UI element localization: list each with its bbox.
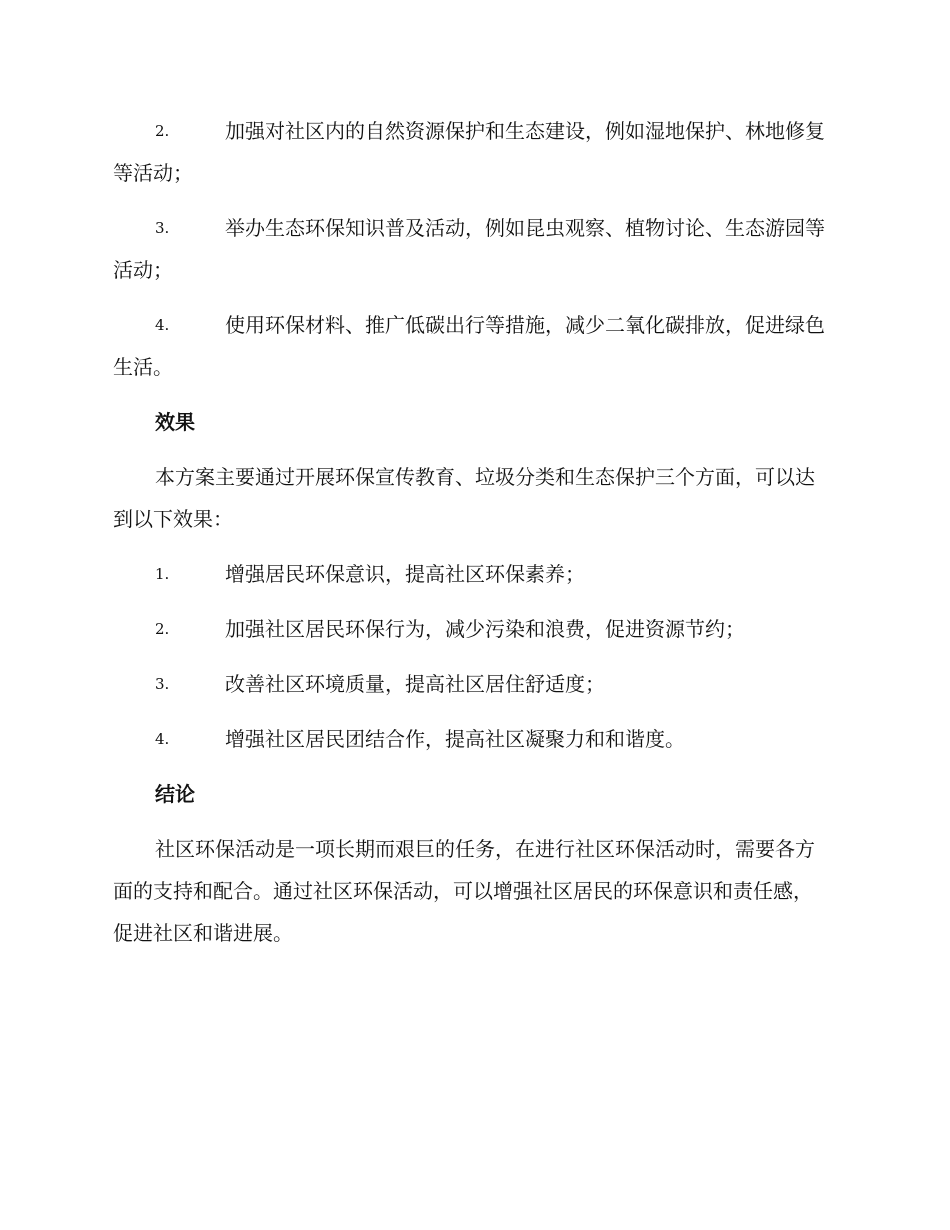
list-number: 1. [155, 565, 170, 583]
list-text: 加强对社区内的自然资源保护和生态建设，例如湿地保护、林地修复等活动； [113, 119, 825, 185]
list-text: 举办生态环保知识普及活动，例如昆虫观察、植物讨论、生态游园等活动； [113, 216, 825, 282]
list-number: 4. [155, 316, 170, 334]
list-item [113, 553, 831, 595]
list-number: 2. [155, 620, 170, 638]
list-text: 改善社区环境质量，提高社区居住舒适度； [225, 672, 605, 696]
list-text: 使用环保材料、推广低碳出行等措施，减少二氧化碳排放，促进绿色生活。 [113, 313, 825, 379]
list-item [113, 304, 831, 388]
list-number: 3. [155, 675, 170, 693]
list-number: 2. [155, 122, 170, 140]
list-item [113, 110, 831, 194]
conclusion-paragraph: 社区环保活动是一项长期而艰巨的任务，在进行社区环保活动时，需要各方面的支持和配合。通过社区环保活动，可以增强社区居民的环保意识和责任感，促进社区和谐进展。 [113, 837, 815, 945]
section-heading-effects: 效果 [155, 410, 195, 434]
list-item [113, 718, 831, 760]
list-item [113, 608, 831, 650]
list-text: 增强社区居民团结合作，提高社区凝聚力和和谐度。 [225, 727, 685, 751]
list-number: 4. [155, 730, 170, 748]
effects-intro-paragraph: 本方案主要通过开展环保宣传教育、垃圾分类和生态保护三个方面，可以达到以下效果： [113, 465, 815, 531]
list-item [113, 207, 831, 291]
section-heading-conclusion: 结论 [155, 782, 195, 806]
list-item [113, 663, 831, 705]
list-text: 加强社区居民环保行为，减少污染和浪费，促进资源节约； [225, 617, 745, 641]
document-body [113, 110, 831, 967]
list-number: 3. [155, 219, 170, 237]
list-text: 增强居民环保意识，提高社区环保素养； [225, 562, 585, 586]
